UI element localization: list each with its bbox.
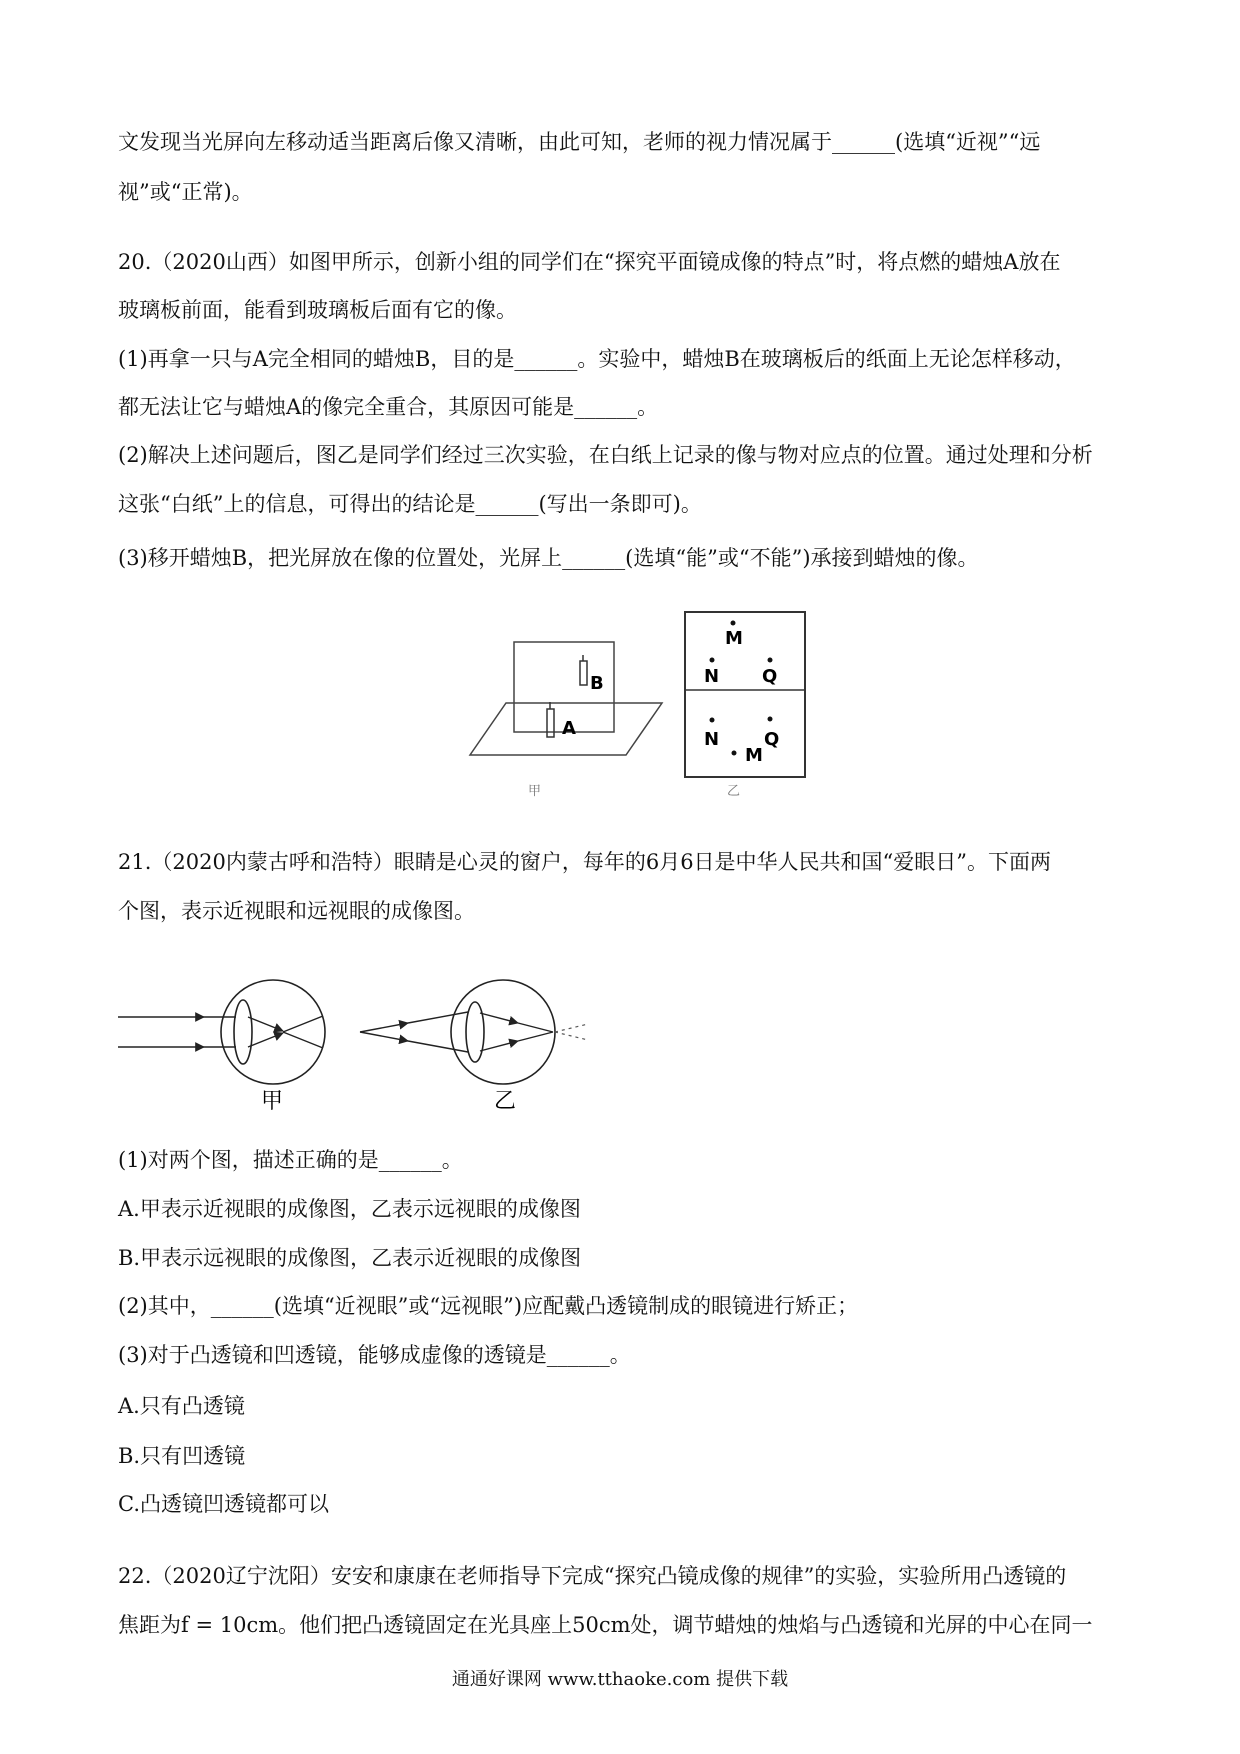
question-21-title: 21.（2020内蒙古呼和浩特）眼睛是心灵的窗户，每年的6月6日是中华人民共和国“爱眼日”。下面两 [118, 850, 1052, 874]
candle-a [547, 709, 554, 737]
text-line: 这张“白纸”上的信息，可得出的结论是______(写出一条即可)。 [118, 492, 702, 516]
question-21-part-2: (2)其中，______(选填“近视眼”或“远视眼”)应配戴凸透镜制成的眼镜进行矫正； [118, 1294, 859, 1318]
option-b: B.只有凹透镜 [118, 1444, 246, 1468]
point-q-dot [768, 658, 773, 663]
hyperopia-eye [360, 980, 588, 1084]
figure-21 [118, 980, 608, 1120]
option-b: B.甲表示远视眼的成像图，乙表示近视眼的成像图 [118, 1246, 582, 1270]
point-q-label: Q [764, 729, 780, 750]
point-n-label: N [704, 666, 720, 687]
text-line: 个图，表示近视眼和远视眼的成像图。 [118, 899, 475, 923]
point-q-label: Q [762, 666, 778, 687]
caption-yi: 乙 [494, 1089, 517, 1114]
question-21-part-1: (1)对两个图，描述正确的是______。 [118, 1148, 463, 1172]
text-line: 玻璃板前面，能看到玻璃板后面有它的像。 [118, 298, 517, 322]
point-q-dot [768, 717, 773, 722]
text-line: 焦距为f = 10cm。他们把凸透镜固定在光具座上50cm处，调节蜡烛的烛焰与凸透镜和光屏的中心在同一 [118, 1613, 1093, 1637]
caption-jia: 甲 [528, 784, 542, 799]
option-a: A.甲表示近视眼的成像图，乙表示远视眼的成像图 [118, 1197, 581, 1221]
point-m-label: M [725, 628, 743, 649]
question-22-title: 22.（2020辽宁沈阳）安安和康康在老师指导下完成“探究凸镜成像的规律”的实验，实验所用凸透镜的 [118, 1564, 1067, 1588]
question-21-part-3: (3)对于凸透镜和凹透镜，能够成虚像的透镜是______。 [118, 1343, 631, 1367]
caption-yi: 乙 [727, 784, 741, 799]
question-20-part-1: (1)再拿一只与A完全相同的蜡烛B，目的是______。实验中，蜡烛B在玻璃板后的纸面上无论怎样移动， [118, 347, 1076, 371]
figure-20-jia [470, 625, 660, 805]
figure-20-yi [683, 610, 807, 799]
point-n-dot [710, 658, 715, 663]
point-m-dot [732, 751, 737, 756]
text-line: 都无法让它与蜡烛A的像完全重合，其原因可能是______。 [118, 395, 659, 419]
option-c: C.凸透镜凹透镜都可以 [118, 1492, 329, 1516]
question-20-part-2: (2)解决上述问题后，图乙是同学们经过三次实验，在白纸上记录的像与物对应点的位置。通过处理和分析 [118, 443, 1093, 467]
point-n-label: N [704, 729, 720, 750]
point-n-dot [710, 718, 715, 723]
candle-b-label: B [590, 673, 604, 694]
caption-jia: 甲 [261, 1089, 284, 1114]
point-m-label: M [745, 745, 763, 766]
question-20-title: 20.（2020山西）如图甲所示，创新小组的同学们在“探究平面镜成像的特点”时，将点燃的蜡烛A放在 [118, 250, 1061, 274]
page-footer: 通通好课网 www.tthaoke.com 提供下载 [451, 1669, 789, 1690]
text-line: 文发现当光屏向左移动适当距离后像又清晰，由此可知，老师的视力情况属于______(选填“近视”“远 [118, 130, 1041, 154]
point-m-dot [731, 621, 736, 626]
text-line: 视”或“正常)。 [118, 180, 253, 204]
option-a: A.只有凸透镜 [118, 1394, 245, 1418]
question-20-part-3: (3)移开蜡烛B，把光屏放在像的位置处，光屏上______(选填“能”或“不能”)承接到蜡烛的像。 [118, 546, 979, 570]
candle-a-label: A [562, 718, 576, 739]
myopia-eye [118, 980, 325, 1084]
candle-b [580, 661, 587, 685]
